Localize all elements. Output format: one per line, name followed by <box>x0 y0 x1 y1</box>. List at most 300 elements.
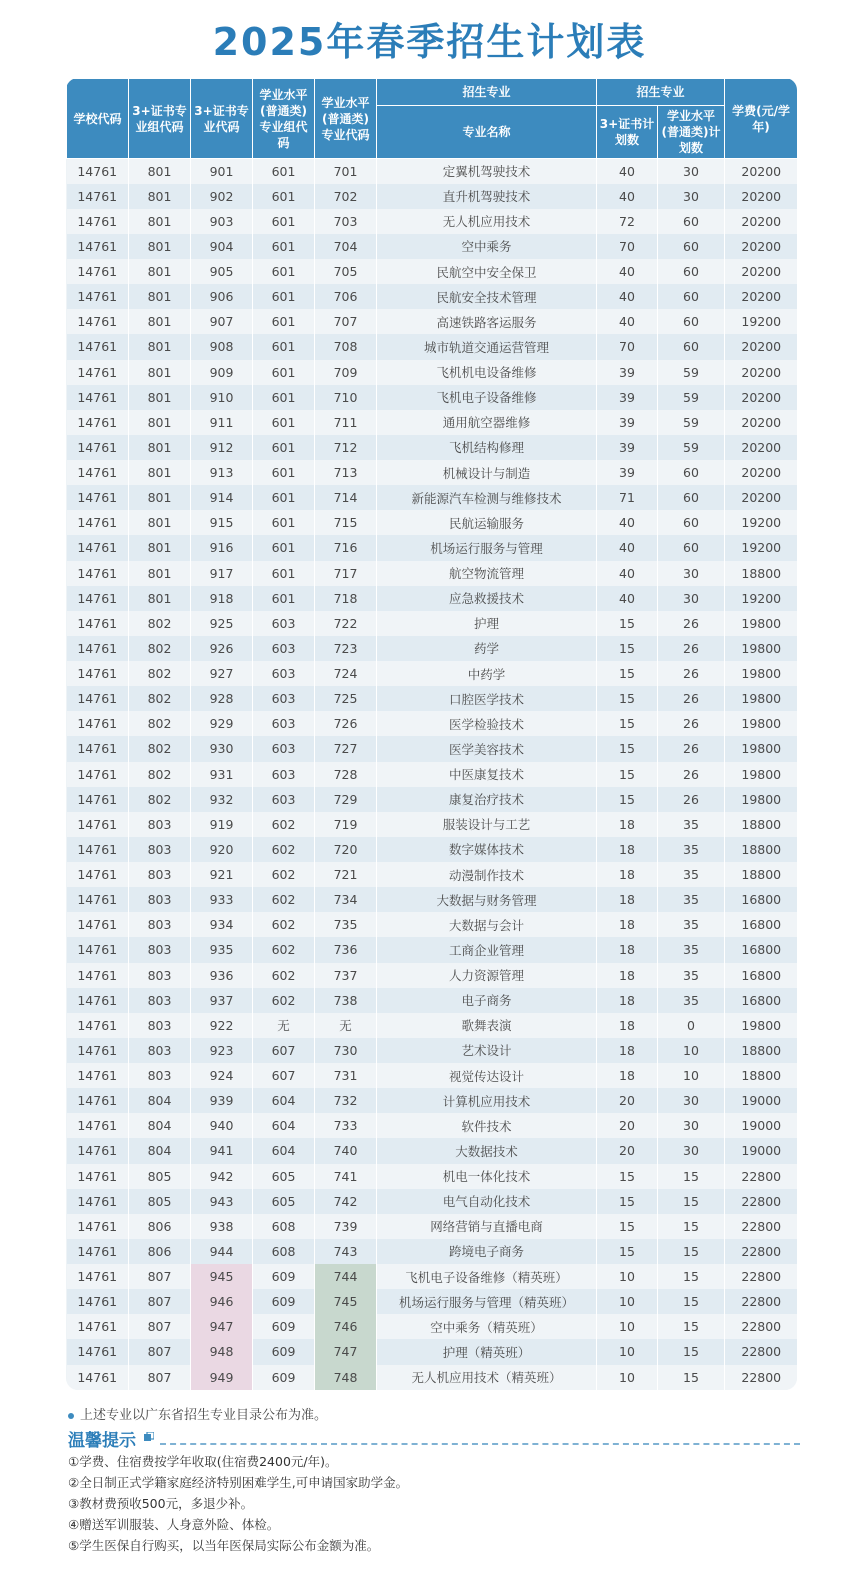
table-cell: 60 <box>658 234 725 259</box>
table-row <box>67 1214 798 1239</box>
table-cell: 15 <box>597 636 658 661</box>
table-cell: 807 <box>129 1264 191 1289</box>
table-cell: 14761 <box>67 460 129 485</box>
table-cell: 603 <box>253 736 315 761</box>
table-row <box>67 510 798 535</box>
table-cell: 703 <box>315 209 377 234</box>
table-cell: 20200 <box>725 360 797 385</box>
table-cell: 35 <box>658 862 725 887</box>
table-cell: 731 <box>315 1063 377 1088</box>
table-cell: 15 <box>597 1214 658 1239</box>
table-cell: 907 <box>191 309 253 334</box>
table-row <box>67 988 798 1013</box>
table-cell: 40 <box>597 159 658 184</box>
table-cell: 20200 <box>725 385 797 410</box>
table-cell: 15 <box>658 1289 725 1314</box>
table-cell: 22800 <box>725 1189 797 1214</box>
header-level-group-code: 学业水平(普通类)专业组代码 <box>253 79 315 159</box>
table-cell: 605 <box>253 1189 315 1214</box>
table-cell: 22800 <box>725 1264 797 1289</box>
table-cell: 39 <box>597 385 658 410</box>
table-cell: 802 <box>129 661 191 686</box>
table-cell: 26 <box>658 611 725 636</box>
table-cell: 804 <box>129 1113 191 1138</box>
table-cell: 601 <box>253 334 315 359</box>
table-cell: 中医康复技术 <box>377 762 597 787</box>
table-cell: 14761 <box>67 887 129 912</box>
table-cell: 913 <box>191 460 253 485</box>
table-cell: 601 <box>253 460 315 485</box>
table-cell: 14761 <box>67 1113 129 1138</box>
table-cell: 35 <box>658 963 725 988</box>
table-row <box>67 485 798 510</box>
table-cell: 19800 <box>725 686 797 711</box>
table-cell: 939 <box>191 1088 253 1113</box>
table-cell: 722 <box>315 611 377 636</box>
table-cell: 40 <box>597 184 658 209</box>
table-cell: 609 <box>253 1314 315 1339</box>
table-cell: 733 <box>315 1113 377 1138</box>
table-cell: 721 <box>315 862 377 887</box>
table-cell: 19800 <box>725 787 797 812</box>
table-cell: 19000 <box>725 1088 797 1113</box>
table-cell: 801 <box>129 485 191 510</box>
table-row <box>67 561 798 586</box>
table-cell: 711 <box>315 410 377 435</box>
header-cert-plan: 3+证书计划数 <box>597 106 658 159</box>
table-cell: 744 <box>315 1264 377 1289</box>
table-cell: 14761 <box>67 535 129 560</box>
table-row <box>67 209 798 234</box>
table-cell: 14761 <box>67 1214 129 1239</box>
table-cell: 19800 <box>725 636 797 661</box>
table-cell: 视觉传达设计 <box>377 1063 597 1088</box>
table-cell: 59 <box>658 385 725 410</box>
table-cell: 20200 <box>725 184 797 209</box>
table-cell: 738 <box>315 988 377 1013</box>
table-row <box>67 787 798 812</box>
table-cell: 906 <box>191 284 253 309</box>
table-cell: 601 <box>253 485 315 510</box>
table-row <box>67 912 798 937</box>
table-cell: 804 <box>129 1138 191 1163</box>
table-cell: 603 <box>253 686 315 711</box>
header-major-name: 专业名称 <box>377 106 597 159</box>
table-row <box>67 887 798 912</box>
table-cell: 39 <box>597 435 658 460</box>
table-cell: 801 <box>129 460 191 485</box>
table-cell: 707 <box>315 309 377 334</box>
table-cell: 19200 <box>725 510 797 535</box>
table-cell: 806 <box>129 1214 191 1239</box>
table-cell: 921 <box>191 862 253 887</box>
table-cell: 941 <box>191 1138 253 1163</box>
table-cell: 922 <box>191 1013 253 1038</box>
table-cell: 601 <box>253 360 315 385</box>
table-cell: 14761 <box>67 611 129 636</box>
table-cell: 803 <box>129 937 191 962</box>
table-cell: 60 <box>658 259 725 284</box>
tip-item: ③教材费预收500元，多退少补。 <box>68 1496 254 1511</box>
table-cell: 60 <box>658 284 725 309</box>
table-cell: 748 <box>315 1365 377 1390</box>
table-cell: 715 <box>315 510 377 535</box>
table-cell: 15 <box>597 711 658 736</box>
table-row <box>67 410 798 435</box>
table-cell: 734 <box>315 887 377 912</box>
table-cell: 14761 <box>67 1365 129 1390</box>
table-cell: 20200 <box>725 460 797 485</box>
table-cell: 602 <box>253 912 315 937</box>
table-cell: 18800 <box>725 1038 797 1063</box>
table-cell: 直升机驾驶技术 <box>377 184 597 209</box>
table-cell: 928 <box>191 686 253 711</box>
table-cell: 60 <box>658 334 725 359</box>
table-cell: 14761 <box>67 862 129 887</box>
table-cell: 602 <box>253 862 315 887</box>
table-cell: 14761 <box>67 912 129 937</box>
table-cell: 918 <box>191 586 253 611</box>
table-cell: 15 <box>658 1189 725 1214</box>
table-cell: 908 <box>191 334 253 359</box>
table-cell: 19800 <box>725 711 797 736</box>
table-row <box>67 234 798 259</box>
table-cell: 601 <box>253 586 315 611</box>
table-cell: 15 <box>658 1314 725 1339</box>
table-cell: 801 <box>129 309 191 334</box>
table-row <box>67 460 798 485</box>
table-cell: 16800 <box>725 912 797 937</box>
table-cell: 735 <box>315 912 377 937</box>
table-cell: 14761 <box>67 762 129 787</box>
table-row <box>67 586 798 611</box>
table-cell: 18800 <box>725 1063 797 1088</box>
table-cell: 15 <box>658 1264 725 1289</box>
header-fee: 学费(元/学年) <box>725 79 797 159</box>
table-cell: 60 <box>658 510 725 535</box>
header-level-plan: 学业水平(普通类)计划数 <box>658 106 725 159</box>
table-cell: 无人机应用技术（精英班） <box>377 1365 597 1390</box>
table-row <box>67 435 798 460</box>
table-cell: 605 <box>253 1164 315 1189</box>
table-cell: 35 <box>658 988 725 1013</box>
table-cell: 15 <box>597 736 658 761</box>
header-cert-major-code: 3+证书专业代码 <box>191 79 253 159</box>
table-cell: 40 <box>597 284 658 309</box>
table-cell: 719 <box>315 812 377 837</box>
tips-title: 温馨提示 <box>68 1431 136 1451</box>
table-cell: 40 <box>597 586 658 611</box>
table-row <box>67 385 798 410</box>
table-cell: 805 <box>129 1164 191 1189</box>
table-cell: 801 <box>129 209 191 234</box>
table-cell: 940 <box>191 1113 253 1138</box>
table-cell: 14761 <box>67 510 129 535</box>
table-cell: 19800 <box>725 661 797 686</box>
table-cell: 15 <box>658 1239 725 1264</box>
table-row <box>67 535 798 560</box>
table-cell: 607 <box>253 1063 315 1088</box>
table-cell: 802 <box>129 787 191 812</box>
table-cell: 20200 <box>725 410 797 435</box>
table-cell: 938 <box>191 1214 253 1239</box>
table-cell: 10 <box>597 1314 658 1339</box>
table-cell: 30 <box>658 586 725 611</box>
table-cell: 机械设计与制造 <box>377 460 597 485</box>
table-cell: 947 <box>191 1314 253 1339</box>
table-cell: 口腔医学技术 <box>377 686 597 711</box>
table-cell: 15 <box>597 1189 658 1214</box>
table-cell: 人力资源管理 <box>377 963 597 988</box>
table-cell: 807 <box>129 1365 191 1390</box>
table-cell: 康复治疗技术 <box>377 787 597 812</box>
table-cell: 26 <box>658 686 725 711</box>
table-cell: 801 <box>129 385 191 410</box>
table-cell: 15 <box>597 1239 658 1264</box>
table-cell: 城市轨道交通运营管理 <box>377 334 597 359</box>
table-cell: 20200 <box>725 485 797 510</box>
table-cell: 601 <box>253 410 315 435</box>
table-cell: 14761 <box>67 385 129 410</box>
table-cell: 电子商务 <box>377 988 597 1013</box>
table-cell: 601 <box>253 209 315 234</box>
table-cell: 18 <box>597 912 658 937</box>
table-cell: 710 <box>315 385 377 410</box>
table-cell: 20 <box>597 1113 658 1138</box>
tips-list <box>68 1451 808 1556</box>
table-cell: 801 <box>129 159 191 184</box>
tip-item: ④赠送军训服装、人身意外险、体检。 <box>68 1517 280 1532</box>
table-cell: 801 <box>129 410 191 435</box>
table-cell: 新能源汽车检测与维修技术 <box>377 485 597 510</box>
table-cell: 717 <box>315 561 377 586</box>
table-cell: 航空物流管理 <box>377 561 597 586</box>
table-cell: 601 <box>253 284 315 309</box>
table-cell: 801 <box>129 334 191 359</box>
table-cell: 604 <box>253 1113 315 1138</box>
table-cell: 30 <box>658 1088 725 1113</box>
table-cell: 16800 <box>725 963 797 988</box>
table-cell: 14761 <box>67 636 129 661</box>
table-cell: 0 <box>658 1013 725 1038</box>
header-group-major: 招生专业 <box>377 79 597 106</box>
table-row <box>67 1289 798 1314</box>
table-cell: 803 <box>129 963 191 988</box>
table-cell: 14761 <box>67 1138 129 1163</box>
table-cell: 601 <box>253 234 315 259</box>
table-cell: 数字媒体技术 <box>377 837 597 862</box>
table-cell: 大数据与财务管理 <box>377 887 597 912</box>
table-cell: 602 <box>253 988 315 1013</box>
table-cell: 14761 <box>67 686 129 711</box>
table-cell: 603 <box>253 762 315 787</box>
table-cell: 18 <box>597 862 658 887</box>
table-cell: 民航安全技术管理 <box>377 284 597 309</box>
table-cell: 909 <box>191 360 253 385</box>
table-row <box>67 159 798 184</box>
table-cell: 30 <box>658 184 725 209</box>
table-cell: 14761 <box>67 1289 129 1314</box>
table-cell: 803 <box>129 812 191 837</box>
table-cell: 民航空中安全保卫 <box>377 259 597 284</box>
table-cell: 609 <box>253 1339 315 1364</box>
table-cell: 39 <box>597 360 658 385</box>
table-cell: 应急救援技术 <box>377 586 597 611</box>
table-cell: 801 <box>129 259 191 284</box>
table-cell: 14761 <box>67 485 129 510</box>
enrollment-table <box>66 78 797 1390</box>
header-level-major-code: 学业水平(普通类)专业代码 <box>315 79 377 159</box>
tip-item: ①学费、住宿费按学年收取(住宿费2400元/年)。 <box>68 1454 338 1469</box>
table-cell: 602 <box>253 937 315 962</box>
table-cell: 601 <box>253 184 315 209</box>
table-cell: 19800 <box>725 736 797 761</box>
table-cell: 803 <box>129 837 191 862</box>
table-cell: 601 <box>253 385 315 410</box>
table-cell: 728 <box>315 762 377 787</box>
table-cell: 607 <box>253 1038 315 1063</box>
table-cell: 14761 <box>67 334 129 359</box>
table-cell: 跨境电子商务 <box>377 1239 597 1264</box>
table-cell: 802 <box>129 736 191 761</box>
table-cell: 608 <box>253 1214 315 1239</box>
table-row <box>67 837 798 862</box>
header-group-plan: 招生专业 <box>597 79 725 106</box>
table-cell: 14761 <box>67 736 129 761</box>
table-row <box>67 1013 798 1038</box>
table-cell: 60 <box>658 460 725 485</box>
table-cell: 19800 <box>725 611 797 636</box>
table-cell: 730 <box>315 1038 377 1063</box>
table-cell: 18 <box>597 887 658 912</box>
table-cell: 35 <box>658 837 725 862</box>
footnote <box>68 1404 327 1423</box>
table-cell: 14761 <box>67 1314 129 1339</box>
table-cell: 18 <box>597 963 658 988</box>
table-cell: 718 <box>315 586 377 611</box>
table-cell: 14761 <box>67 184 129 209</box>
table-cell: 20200 <box>725 259 797 284</box>
table-cell: 艺术设计 <box>377 1038 597 1063</box>
table-cell: 22800 <box>725 1314 797 1339</box>
table-cell: 937 <box>191 988 253 1013</box>
table-cell: 905 <box>191 259 253 284</box>
table-cell: 602 <box>253 963 315 988</box>
table-cell: 603 <box>253 711 315 736</box>
table-row <box>67 736 798 761</box>
table-cell: 19000 <box>725 1138 797 1163</box>
table-cell: 801 <box>129 586 191 611</box>
table-cell: 22800 <box>725 1339 797 1364</box>
table-cell: 743 <box>315 1239 377 1264</box>
table-cell: 15 <box>658 1214 725 1239</box>
table-cell: 801 <box>129 234 191 259</box>
table-cell: 803 <box>129 887 191 912</box>
table-cell: 932 <box>191 787 253 812</box>
table-cell: 20 <box>597 1088 658 1113</box>
table-cell: 729 <box>315 787 377 812</box>
table-cell: 803 <box>129 988 191 1013</box>
table-cell: 动漫制作技术 <box>377 862 597 887</box>
table-cell: 通用航空器维修 <box>377 410 597 435</box>
table-cell: 945 <box>191 1264 253 1289</box>
table-cell: 机场运行服务与管理 <box>377 535 597 560</box>
table-cell: 22800 <box>725 1214 797 1239</box>
table-cell: 708 <box>315 334 377 359</box>
table-cell: 工商企业管理 <box>377 937 597 962</box>
table-cell: 706 <box>315 284 377 309</box>
table-cell: 18 <box>597 812 658 837</box>
table-cell: 724 <box>315 661 377 686</box>
table-cell: 18 <box>597 1038 658 1063</box>
table-cell: 603 <box>253 611 315 636</box>
table-cell: 19800 <box>725 1013 797 1038</box>
table-cell: 803 <box>129 912 191 937</box>
table-cell: 19000 <box>725 1113 797 1138</box>
table-cell: 726 <box>315 711 377 736</box>
table-cell: 空中乘务 <box>377 234 597 259</box>
table-row <box>67 686 798 711</box>
table-cell: 14761 <box>67 309 129 334</box>
table-cell: 计算机应用技术 <box>377 1088 597 1113</box>
table-cell: 22800 <box>725 1239 797 1264</box>
table-cell: 护理（精英班） <box>377 1339 597 1364</box>
table-cell: 大数据技术 <box>377 1138 597 1163</box>
table-cell: 601 <box>253 435 315 460</box>
footnote-text: 上述专业以广东省招生专业目录公布为准。 <box>80 1408 328 1423</box>
table-cell: 803 <box>129 1013 191 1038</box>
table-cell: 802 <box>129 636 191 661</box>
table-cell: 10 <box>597 1365 658 1390</box>
table-row <box>67 1339 798 1364</box>
header-cert-group-code: 3+证书专业组代码 <box>129 79 191 159</box>
table-cell: 19200 <box>725 309 797 334</box>
table-cell: 603 <box>253 636 315 661</box>
table-cell: 18 <box>597 937 658 962</box>
table-cell: 702 <box>315 184 377 209</box>
table-cell: 72 <box>597 209 658 234</box>
table-row <box>67 1365 798 1390</box>
table-cell: 35 <box>658 812 725 837</box>
table-row <box>67 1314 798 1339</box>
table-cell: 14761 <box>67 1189 129 1214</box>
table-cell: 602 <box>253 837 315 862</box>
table-cell: 16800 <box>725 887 797 912</box>
table-cell: 14761 <box>67 711 129 736</box>
table-cell: 定翼机驾驶技术 <box>377 159 597 184</box>
bullet-dot-icon <box>68 1413 74 1419</box>
table-cell: 15 <box>597 762 658 787</box>
table-cell: 60 <box>658 309 725 334</box>
table-cell: 软件技术 <box>377 1113 597 1138</box>
table-cell: 26 <box>658 787 725 812</box>
table-cell: 926 <box>191 636 253 661</box>
table-cell: 929 <box>191 711 253 736</box>
table-cell: 914 <box>191 485 253 510</box>
table-cell: 14761 <box>67 435 129 460</box>
table-cell: 14761 <box>67 661 129 686</box>
table-cell: 19200 <box>725 535 797 560</box>
table-row <box>67 963 798 988</box>
table-cell: 14761 <box>67 284 129 309</box>
table-cell: 806 <box>129 1239 191 1264</box>
table-cell: 15 <box>597 661 658 686</box>
table-cell: 803 <box>129 862 191 887</box>
table-cell: 14761 <box>67 837 129 862</box>
table-cell: 10 <box>597 1289 658 1314</box>
table-cell: 725 <box>315 686 377 711</box>
table-cell: 14761 <box>67 561 129 586</box>
